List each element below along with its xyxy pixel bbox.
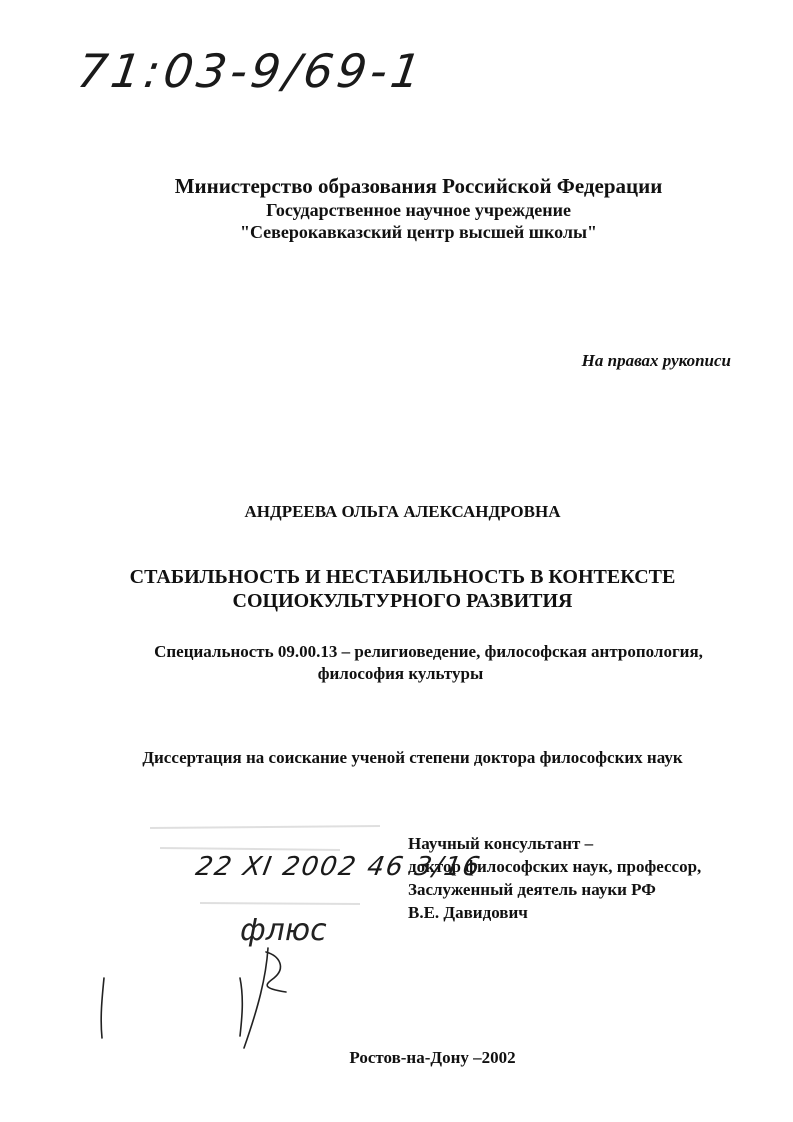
ministry-heading: Министерство образования Российской Федерации xyxy=(174,174,663,198)
consultant-name: В.Е. Давидович xyxy=(408,903,528,922)
handwritten-signature xyxy=(90,908,390,1058)
manuscript-note: На правах рукописи xyxy=(581,351,731,370)
author-name: АНДРЕЕВА ОЛЬГА АЛЕКСАНДРОВНА xyxy=(244,502,561,521)
institution-heading: Государственное научное учреждение xyxy=(266,200,571,220)
dissertation-title-line2: СОЦИОКУЛЬТУРНОГО РАЗВИТИЯ xyxy=(232,590,573,612)
specialty-line1: Специальность 09.00.13 – религиоведение, философская антропология, xyxy=(154,642,703,661)
archive-code: 71:03-9/69-1 xyxy=(74,44,429,98)
consultant-degree: доктор философских наук, профессор, xyxy=(408,857,702,876)
degree-statement: Диссертация на соискание ученой степени доктора философских наук xyxy=(142,748,683,767)
handwritten-date: 22 XI 2002 46 3/16 xyxy=(193,852,484,882)
dissertation-title-line1: СТАБИЛЬНОСТЬ И НЕСТАБИЛЬНОСТЬ В КОНТЕКСТЕ xyxy=(129,566,676,588)
consultant-title: Заслуженный деятель науки РФ xyxy=(408,880,656,899)
handwritten-word: флюс xyxy=(240,913,327,948)
center-name-heading: "Северокавказский центр высшей школы" xyxy=(239,222,598,242)
consultant-role: Научный консультант – xyxy=(408,834,594,853)
specialty-line2: философия культуры xyxy=(317,664,484,683)
city-year: Ростов-на-Дону –2002 xyxy=(349,1048,516,1067)
